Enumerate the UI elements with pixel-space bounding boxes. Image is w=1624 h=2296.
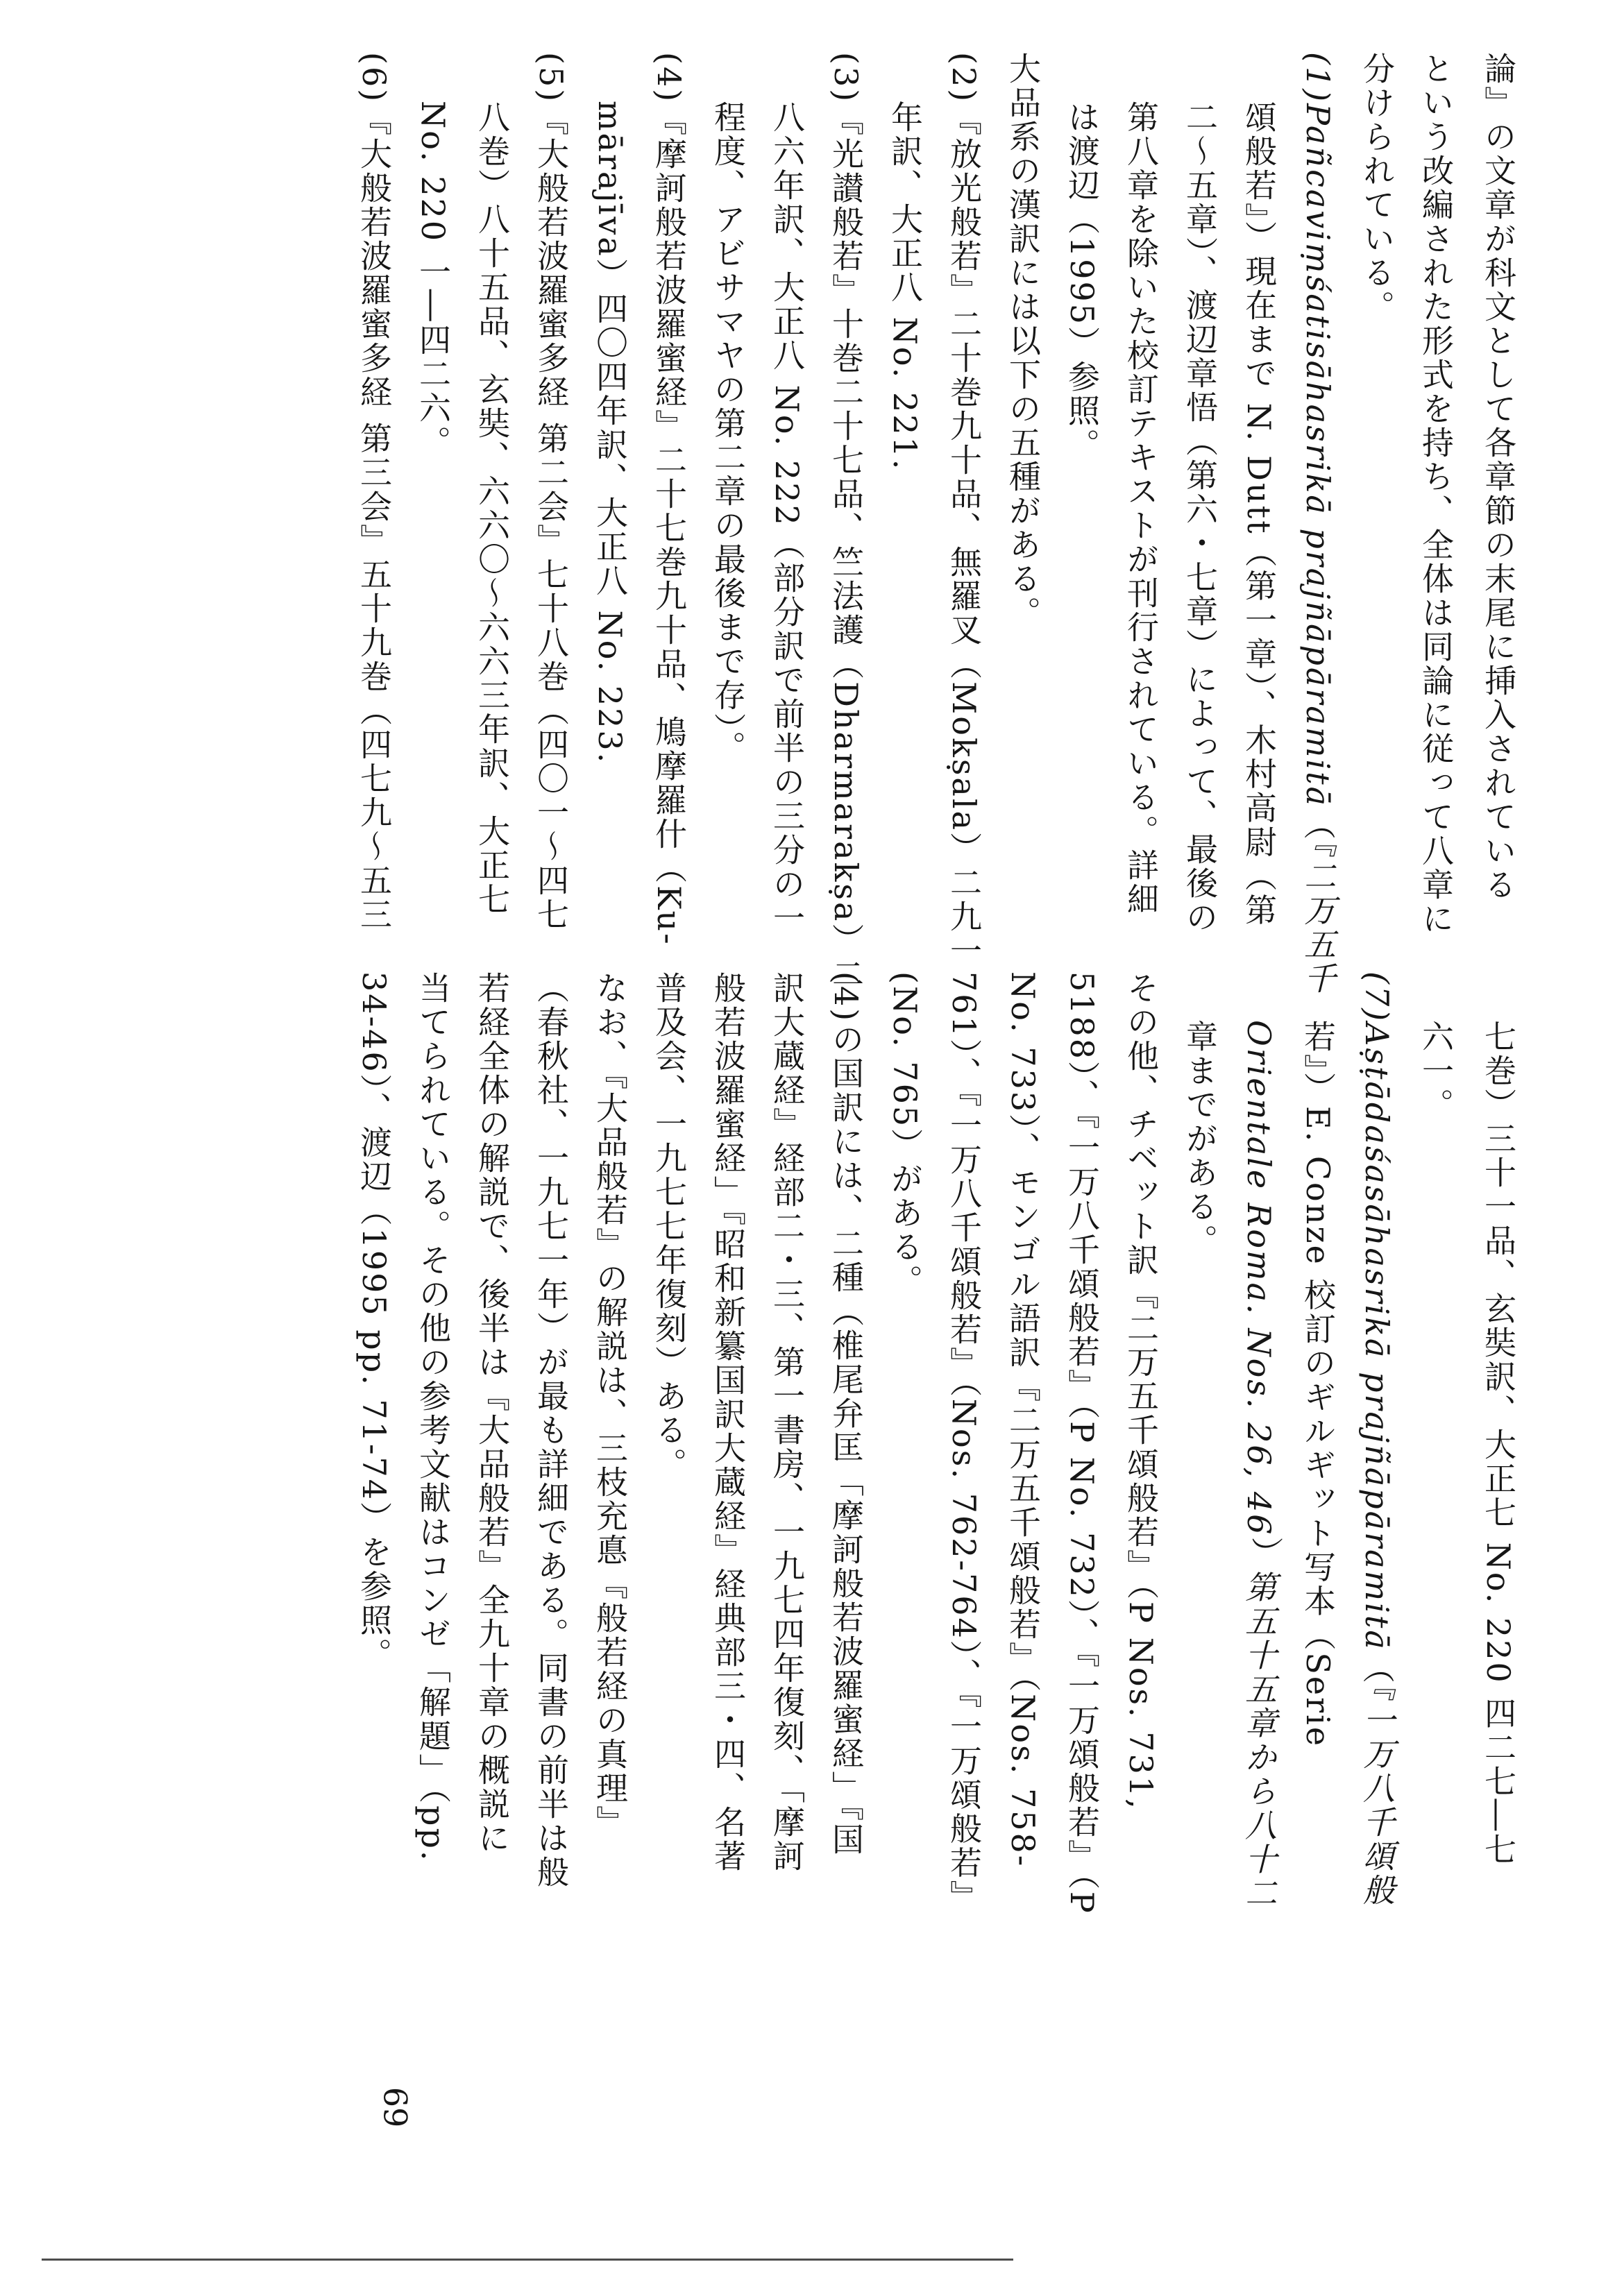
- text-column: その他、チベット訳『二万五千頌般若』（P Nos. 731,: [1122, 971, 1160, 1811]
- text-column: [1357, 971, 1397, 1907]
- text-column: 5188）、『一万八千頌般若』（P No. 732）、『一万頌般若』（P: [1063, 971, 1101, 1915]
- text-column: なお、『大品般若』の解説は、三枝充悳『般若経の真理』: [591, 971, 629, 1839]
- sanskrit-title: (1)Pañcaviṃśatisāhasrikā prajñāpāramitā（『二万五千: [1299, 52, 1337, 996]
- text-column: という改編された形式を持ち、全体は同論に従って八章に: [1417, 52, 1455, 936]
- text-column: (5)『大般若波羅蜜多経 第二会』七十八巻（四〇一～四七: [532, 52, 570, 932]
- text-column: No. 220 一―四二六。: [414, 101, 452, 459]
- text-column: 訳大蔵経』経部二・三、第一書房、一九七四年復刻、「摩訶: [768, 971, 806, 1873]
- text-column: (4)『摩訶般若波羅蜜経』二十七巻九十品、鳩摩羅什（Ku-: [650, 52, 688, 946]
- text-column: mārajīva）四〇四年訳、大正八 No. 223.: [591, 101, 629, 765]
- bottom-rule: [42, 2259, 1013, 2261]
- text-column: 第八章を除いた校訂テキストが刊行されている。詳細: [1122, 101, 1160, 917]
- text-column: は渡辺（1995）参照。: [1063, 101, 1101, 463]
- text-column: No. 733）、モンゴル語訳『二万五千頌般若』（Nos. 758-: [1004, 971, 1042, 1869]
- text-column: (2)『放光般若』二十巻九十品、無羅叉（Mokṣala）二九一: [945, 52, 983, 968]
- page-number: 69: [376, 2086, 414, 2128]
- text-column: 章までがある。: [1181, 1020, 1219, 1258]
- text-column: 二～五章）、渡辺章悟（第六・七章）によって、最後の: [1181, 101, 1219, 935]
- text-column: 七巻）三十一品、玄奘訳、大正七 No. 220 四二七―七: [1480, 1020, 1517, 1867]
- text-column: 大品系の漢訳には以下の五種がある。: [1004, 52, 1042, 630]
- text-column: 六一。: [1417, 1020, 1455, 1122]
- text-column: 般若波羅蜜経」『昭和新纂国訳大蔵経』経典部三・四、名著: [709, 971, 747, 1873]
- text-column: 八巻）八十五品、玄奘、六六〇～六六三年訳、大正七: [473, 101, 511, 917]
- series-title: Orientale Roma. Nos. 26, 46）第五十五章から八十二: [1240, 1020, 1278, 1911]
- text-column: [1239, 1020, 1279, 1910]
- text-column: [1298, 52, 1338, 996]
- text-column: (6)『大般若波羅蜜多経 第三会』五十九巻（四七九～五三: [355, 52, 393, 932]
- text-column: 程度、アビサマヤの第二章の最後まで存）。: [709, 101, 747, 765]
- text-column: 761）、『一万八千頌般若』（Nos. 762-764）、『一万頌般若』: [945, 971, 983, 1914]
- text-column: (3)『光讃般若』十巻二十七品、竺法護（Dharmarakṣa）二: [827, 52, 865, 992]
- text-column: 若経全体の解説で、後半は『大品般若』全九十章の概説に: [473, 971, 511, 1855]
- text-column: 普及会、一九七七年復刻）ある。: [650, 971, 688, 1481]
- text-column: (No. 765）がある。: [886, 971, 924, 1299]
- text-column: 論』の文章が科文として各章節の末尾に挿入されている: [1480, 52, 1517, 902]
- text-column: 頌般若』）現在まで N. Dutt（第一章）、木村高尉（第: [1240, 101, 1278, 928]
- text-column: 年訳、大正八 No. 221.: [886, 101, 924, 472]
- sanskrit-title: (7)Aṣṭādaśasāhasrikā prajñāpāramitā（『一万八千頌般: [1358, 971, 1396, 1907]
- text-column: 34-46）、渡辺（1995 pp. 71-74）を参照。: [355, 971, 393, 1672]
- text-column: (4)の国訳には、二種（椎尾弁匡「摩訶般若波羅蜜経」『国: [827, 971, 865, 1857]
- text-column: 当てられている。その他の参考文献はコンゼ「解題」（pp.: [414, 971, 452, 1863]
- text-column: （春秋社、一九七一年）が最も詳細である。同書の前半は般: [532, 971, 570, 1889]
- text-column: 若』）E. Conze 校訂のギルギット写本（Serie: [1299, 1020, 1337, 1749]
- text-column: 八六年訳、大正八 No. 222（部分訳で前半の三分の一: [768, 101, 806, 935]
- text-column: 分けられている。: [1358, 52, 1396, 324]
